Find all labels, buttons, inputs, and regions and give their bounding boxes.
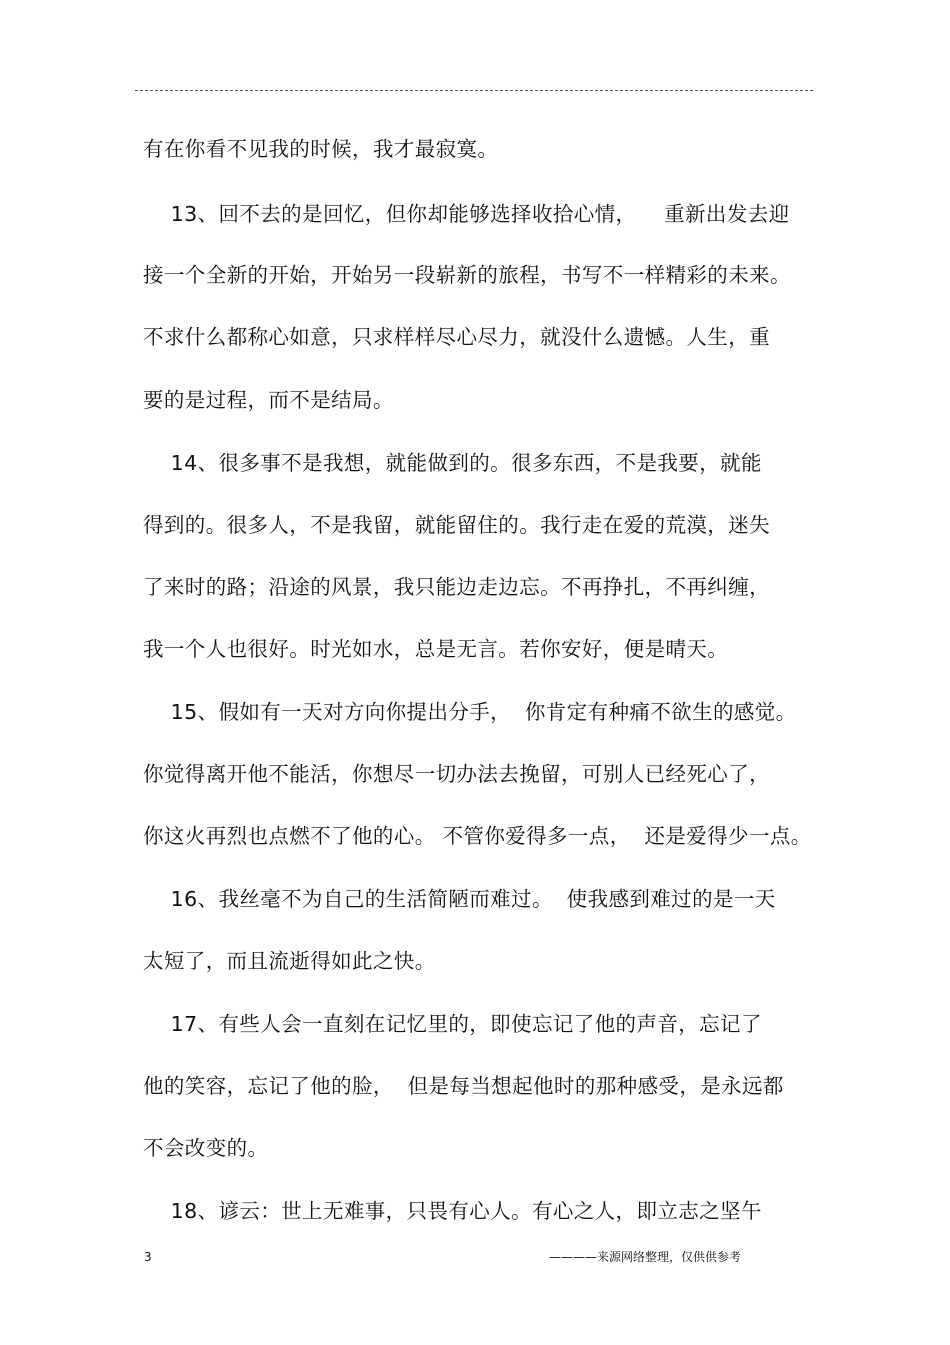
text-line: 13、回不去的是回忆，但你却能够选择收拾心情， 重新出发去迎	[143, 202, 790, 226]
text-line: 太短了，而且流逝得如此之快。	[143, 949, 436, 973]
text-line: 不求什么都称心如意，只求样样尽心尽力，就没什么遗憾。人生，重	[143, 325, 770, 349]
text-line: 不会改变的。	[143, 1136, 269, 1160]
text-line: 他的笑容，忘记了他的脸， 但是每当想起他时的那种感受，是永远都	[143, 1074, 784, 1098]
text-line: 14、很多事不是我想，就能做到的。很多东西，不是我要，就能	[143, 451, 762, 475]
text-line: 17、有些人会一直刻在记忆里的，即使忘记了他的声音，忘记了	[143, 1012, 762, 1036]
footer-source-note: ————来源网络整理，仅供供参考	[549, 1250, 742, 1264]
text-line: 18、谚云：世上无难事，只畏有心人。有心之人，即立志之坚午	[143, 1199, 762, 1223]
text-line: 你这火再烈也点燃不了他的心。 不管你爱得多一点， 还是爱得少一点。	[143, 824, 812, 848]
text-line: 要的是过程，而不是结局。	[143, 388, 394, 412]
text-line: 接一个全新的开始，开始另一段崭新的旅程，书写不一样精彩的未来。	[143, 263, 791, 287]
text-line: 我一个人也很好。时光如水，总是无言。若你安好，便是晴天。	[143, 637, 729, 661]
header-dashed-rule	[135, 90, 813, 91]
text-line: 15、假如有一天对方向你提出分手， 你肯定有种痛不欲生的感觉。	[143, 700, 797, 724]
text-line: 16、我丝毫不为自己的生活简陋而难过。 使我感到难过的是一天	[143, 887, 776, 911]
text-line: 了来时的路；沿途的风景，我只能边走边忘。不再挣扎，不再纠缠，	[143, 575, 770, 599]
text-line: 有在你看不见我的时候，我才最寂寞。	[143, 137, 499, 161]
text-line: 你觉得离开他不能活，你想尽一切办法去挽留，可别人已经死心了，	[143, 762, 770, 786]
page-number: 3	[144, 1250, 152, 1264]
text-line: 得到的。很多人，不是我留，就能留住的。我行走在爱的荒漠，迷失	[143, 513, 770, 537]
